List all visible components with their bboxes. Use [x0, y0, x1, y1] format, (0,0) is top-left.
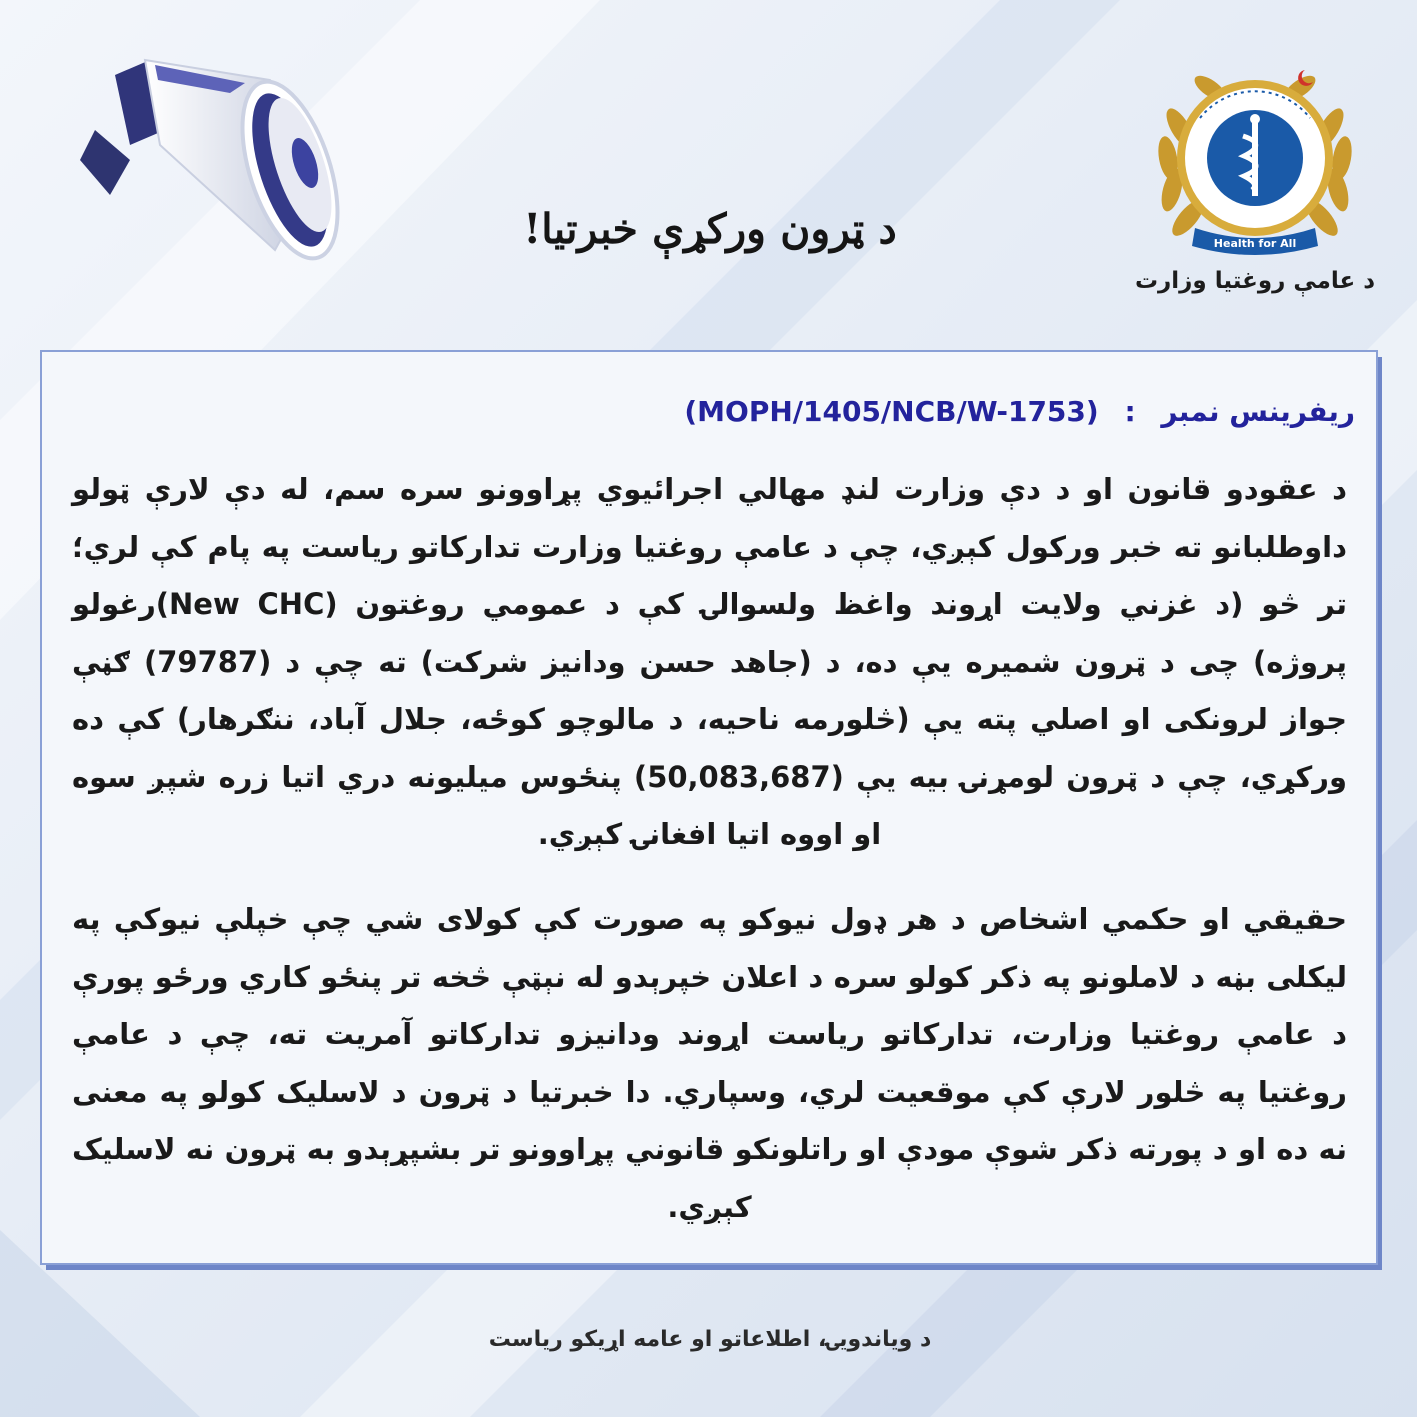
reference-line	[455, 395, 1355, 428]
megaphone-icon	[55, 35, 355, 285]
reference-separator: :	[1124, 395, 1136, 428]
ministry-name: د عامې روغتیا وزارت	[1134, 268, 1376, 294]
reference-number: (MOPH/1405/NCB/W-1753)	[684, 395, 1099, 428]
svg-text:Health for All: Health for All	[1213, 237, 1297, 250]
announcement-paragraph-2: حقیقي او حکمي اشخاص د هر ډول نیوکو په صورت کې کولای شي چې خپلې نیوکې په لیکلی بڼه د لاملونو په ذکر کولو سره د اعلان خپرېدو له نېټې څخه تر پنځو کاري ورځو پورې د عامې روغتیا وزارت، تدارکاتو ریاست اړوند ودانیزو تدارکاتو آمریت ته، چې د عامې روغتیا په څلور لارې کې موقعيت لري، وسپاري. دا خبرتیا د ټرون د لاسلیک کولو په معنی نه ده او د پورته ذکر شوې مودې او راتلونکو قانوني پړاوونو تر بشپړېدو به ټرون نه لاسلیک کېږي.	[72, 902, 1347, 1224]
ministry-emblem-icon	[1140, 58, 1370, 268]
reference-label: ريفرينس نمبر	[1161, 395, 1355, 428]
footer-department: د ویاندویۍ، اطلاعاتو او عامه اړیکو ریاست	[488, 1327, 932, 1352]
page-title: د ټرون ورکړې خبرتیا!	[523, 205, 897, 253]
announcement-paragraph-1: د عقودو قانون او د دې وزارت لنډ مهالي اجرائیوي پړاوونو سره سم، له دې لارې ټولو داوطلبانو ته خبر ورکول کېږي، چې د عامې روغتیا وزارت تدارکاتو ریاست په پام کې لري؛ تر څو (د غزني ولايت اړوند واغظ ولسوالۍ کې د عمومي روغتون (New CHC)رغولو پروژه) چی د ټرون شمیره يې ده، د (جاهد حسن ودانيز شرکت) ته چې د (79787) ګڼې جواز لرونکی او اصلي پته يې (څلورمه ناحیه، د مالوچو کوځه، جلال آباد، ننګرهار) کې ده ورکړي، چې د ټرون لومړنۍ بيه يې (50,083,687) پنځوس میلیونه دري اتیا زره شپږ سوه او اووه اتیا افغانۍ کېږي.	[72, 472, 1347, 851]
